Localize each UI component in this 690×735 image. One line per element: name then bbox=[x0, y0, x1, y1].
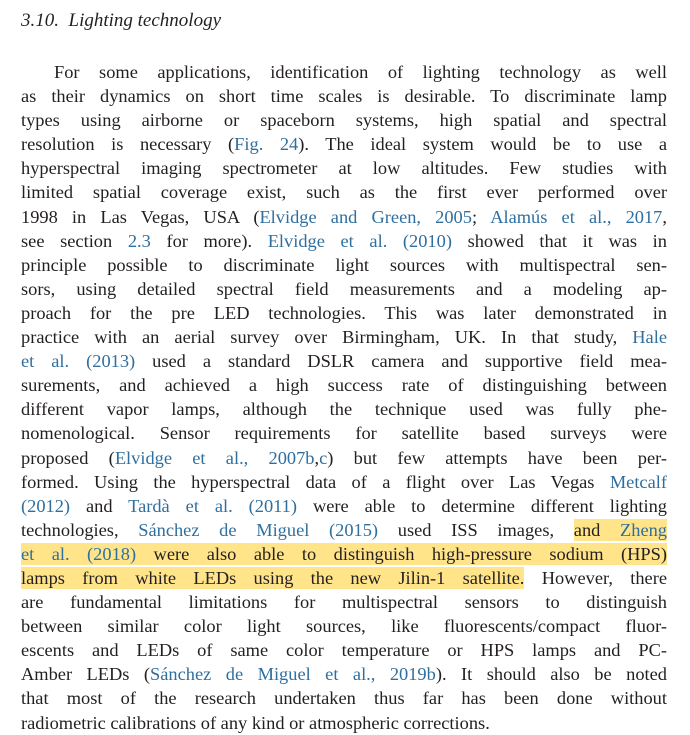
citation-link[interactable]: Elvidge et al. (2010) bbox=[267, 230, 452, 251]
text-line bbox=[21, 397, 667, 421]
citation-link[interactable]: Elvidge and Green, 2005 bbox=[259, 206, 472, 227]
text-run: that most of the research undertaken thus far has been done without bbox=[21, 688, 667, 709]
text-run: for more). bbox=[150, 230, 268, 251]
highlighted-text: lamps from white LEDs using the new Jilin-1 satellite. bbox=[21, 567, 525, 588]
text-run: are fundamental limitations for multispectral sensors to distinguish bbox=[21, 592, 667, 613]
text-line bbox=[21, 614, 667, 638]
citation-link[interactable]: Fig. 24 bbox=[234, 134, 299, 155]
text-run: surements, and achieved a high success rate of distinguishing between bbox=[21, 375, 667, 396]
text-run: types using airborne or spaceborn systems, high spatial and spectral bbox=[21, 110, 667, 131]
text-run: sors, using detailed spectral field measurements and a modeling ap- bbox=[21, 278, 667, 299]
text-run: ) but few attempts have been per- bbox=[327, 447, 667, 468]
citation-link[interactable]: Hale bbox=[632, 327, 667, 348]
highlighted-text: were also able to distinguish high-pressure sodium (HPS) bbox=[136, 543, 667, 564]
text-run: radiometric calibrations of any kind or atmospheric corrections. bbox=[21, 712, 490, 733]
text-run: proposed ( bbox=[21, 447, 115, 468]
text-line bbox=[21, 108, 667, 132]
citation-link[interactable]: Alamús et al., 2017 bbox=[490, 206, 663, 227]
text-line bbox=[21, 566, 667, 590]
section-title: Lighting technology bbox=[68, 10, 222, 31]
citation-link[interactable]: Tardà et al. (2011) bbox=[128, 495, 298, 516]
text-run: Amber LEDs ( bbox=[21, 664, 151, 685]
text-line bbox=[21, 349, 667, 373]
text-run: However, there bbox=[524, 567, 667, 588]
text-line bbox=[21, 638, 667, 662]
text-line bbox=[21, 494, 667, 518]
citation-link[interactable]: (2012) bbox=[21, 495, 71, 516]
text-run: and bbox=[70, 495, 129, 516]
citation-link[interactable]: Metcalf bbox=[609, 471, 667, 492]
text-line bbox=[21, 84, 667, 108]
section-heading bbox=[21, 10, 221, 32]
text-run: were able to determine different lighting bbox=[297, 495, 667, 516]
text-line bbox=[21, 421, 667, 445]
text-line bbox=[21, 180, 667, 204]
text-run: used a standard DSLR camera and supportive field mea- bbox=[135, 351, 667, 372]
text-run: hyperspectral imaging spectrometer at low altitudes. Few studies with bbox=[21, 158, 667, 179]
highlighted-citation-link[interactable]: et al. (2018) bbox=[21, 543, 137, 564]
text-run: 1998 in Las Vegas, USA ( bbox=[21, 206, 260, 227]
text-line bbox=[21, 542, 667, 566]
citation-link[interactable]: et al. (2013) bbox=[21, 351, 136, 372]
citation-link[interactable]: Elvidge et al., 2007b bbox=[114, 447, 315, 468]
text-run: as their dynamics on short time scales is desirable. To discriminate lamp bbox=[21, 86, 667, 107]
text-run: limited spatial coverage exist, such as the first ever performed over bbox=[21, 182, 667, 203]
section-number: 3.10. bbox=[21, 10, 59, 31]
text-run: escents and LEDs of same color temperature or HPS lamps and PC- bbox=[21, 640, 667, 661]
text-line bbox=[21, 325, 667, 349]
text-run: formed. Using the hyperspectral data of a flight over Las Vegas bbox=[21, 471, 610, 492]
text-run: ). It should also be noted bbox=[435, 664, 667, 685]
text-run: , bbox=[662, 206, 667, 227]
text-line bbox=[21, 156, 667, 180]
text-line bbox=[21, 686, 667, 710]
citation-link[interactable]: Sánchez de Miguel et al., 2019b bbox=[150, 664, 436, 685]
text-line bbox=[21, 205, 667, 229]
highlighted-citation-link[interactable]: Zheng bbox=[620, 519, 667, 540]
section-body bbox=[21, 60, 667, 735]
text-line bbox=[21, 229, 667, 253]
text-run: showed that it was in bbox=[451, 230, 667, 251]
text-run: resolution is necessary ( bbox=[21, 134, 235, 155]
text-run: , bbox=[314, 447, 320, 468]
citation-link[interactable]: Sánchez de Miguel (2015) bbox=[138, 519, 379, 540]
highlighted-text: and bbox=[573, 519, 621, 540]
citation-link[interactable]: 2.3 bbox=[127, 230, 151, 251]
text-run: between similar color light sources, like fluorescents/compact fluor- bbox=[21, 616, 667, 637]
text-run: ; bbox=[471, 206, 491, 227]
text-run: nomenological. Sensor requirements for satellite based surveys were bbox=[21, 423, 667, 444]
text-run: principle possible to discriminate light sources with multispectral sen- bbox=[21, 254, 667, 275]
text-run: For some applications, identification of lighting technology as well bbox=[54, 62, 667, 82]
text-run: different vapor lamps, although the technique used was fully phe- bbox=[21, 399, 667, 420]
text-line bbox=[21, 277, 667, 301]
text-run: proach for the pre LED technologies. This was later demonstrated in bbox=[21, 302, 667, 323]
text-line bbox=[21, 373, 667, 397]
text-line bbox=[21, 590, 667, 614]
text-line bbox=[21, 132, 667, 156]
text-line bbox=[21, 470, 667, 494]
text-run: see section bbox=[21, 230, 128, 251]
text-line bbox=[21, 446, 667, 470]
citation-link[interactable]: c bbox=[319, 447, 328, 468]
text-line bbox=[21, 518, 667, 542]
text-line bbox=[21, 301, 667, 325]
text-run: ). The ideal system would be to use a bbox=[298, 134, 668, 155]
text-run: used ISS images, bbox=[378, 519, 574, 540]
text-line bbox=[21, 253, 667, 277]
text-line bbox=[21, 60, 667, 84]
text-line bbox=[21, 662, 667, 686]
text-run: technologies, bbox=[21, 519, 139, 540]
text-run: practice with an aerial survey over Birmingham, UK. In that study, bbox=[21, 327, 633, 348]
